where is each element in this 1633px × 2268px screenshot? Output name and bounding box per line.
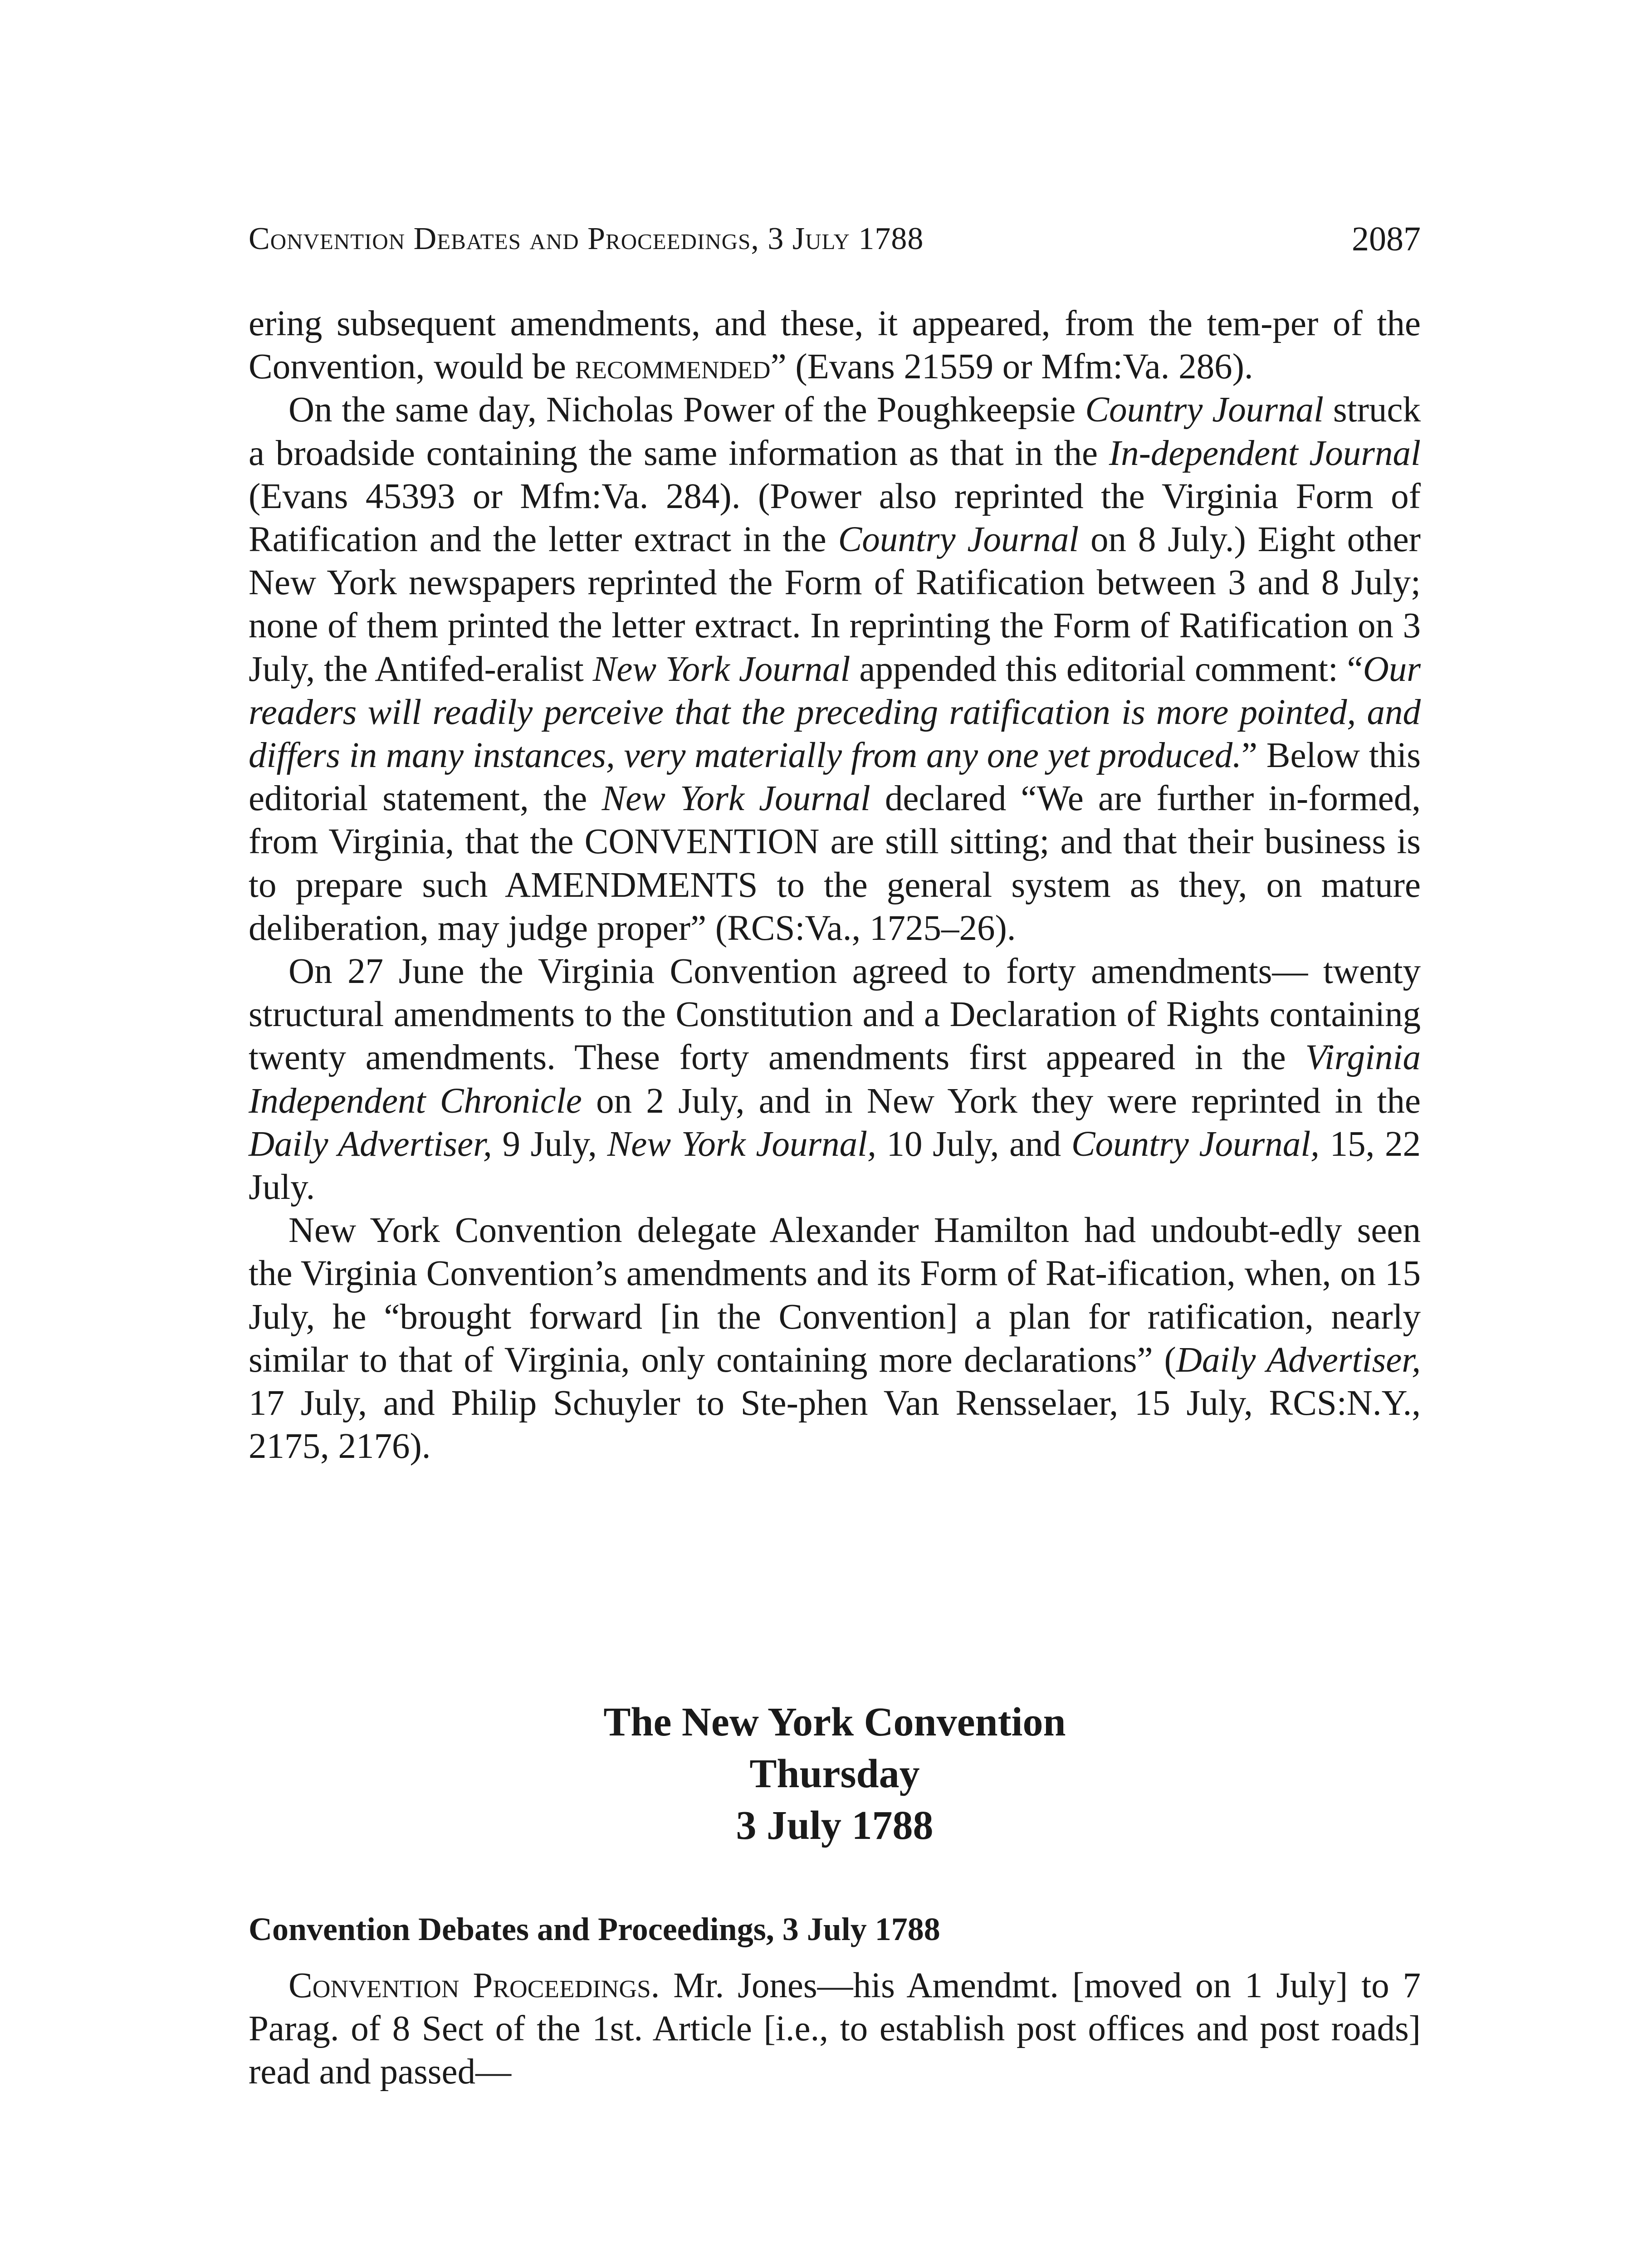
running-head-title: Convention Debates and Proceedings, 3 July 1788 [249,221,924,256]
text-run: declared “We are further in-formed, from Virginia, that the CONVENTION are still sitting; and that their business is to prepare such AMENDMENTS to the general system as they, on mature deliberation, may judge proper” (RCS:Va., 1725–26). [249,779,1421,948]
text-run: on 2 July, and in New York they were reprinted in the [582,1081,1421,1121]
italic-run: New York Journal [601,779,870,819]
italic-run: Country Journal [838,520,1079,560]
italic-run: New York Journal [592,649,851,689]
italic-run: Country Journal [1085,390,1324,430]
subsection-title: Convention Debates and Proceedings, 3 July 1788 [249,1911,940,1947]
text-run: On 27 June the Virginia Convention agreed to forty amendments— twenty structural amendments to the Constitution and a Declaration of Rights containing twenty amendments. These forty amendments first appeared in the [249,952,1421,1078]
text-run: ering subsequent amendments, and these, it appeared, from the tem-per of the Convention, would be [249,304,1421,387]
heading-line-2: Thursday [749,1751,920,1796]
italic-run: Country Journal, [1071,1124,1320,1164]
italic-run: Virginia Independent Chronicle [249,1038,1421,1121]
italic-run: Our readers will readily perceive that the preceding ratification is more pointed, and differs in many instances, very materially from any one yet produced. [249,649,1421,776]
italic-run: In-dependent Journal [1109,433,1421,473]
italic-run: Daily Advertiser, [249,1124,492,1164]
body-text [249,302,1421,1468]
text-run: struck a broadside containing the same information as that in the [249,390,1421,473]
text-run: Mr. Jones—his Amendmt. [moved on 1 July] to 7 Parag. of 8 Sect of the 1st. Article [i.e., to establish post offices and post roads] read and passed— [249,1966,1421,2092]
small-caps-run: recommended [575,347,771,387]
paragraph-2 [249,388,1421,950]
paragraph-3 [249,950,1421,1209]
italic-run: New York Journal, [607,1124,876,1164]
text-run: 15, 22 July. [249,1124,1421,1207]
paragraph-1 [249,302,1421,388]
page-number: 2087 [1352,220,1421,258]
text-run: ” (Evans 21559 or Mfm:Va. 286). [770,347,1253,387]
paragraph-4 [249,1209,1421,1468]
text-run: 17 July, and Philip Schuyler to Ste-phen Van Rensselaer, 15 July, RCS:N.Y., 2175, 2176). [249,1383,1421,1466]
section-heading [249,1696,1421,1852]
text-run: ” Below this editorial statement, the [249,736,1421,819]
text-run: on 8 July.) Eight other New York newspapers reprinted the Form of Ratification between 3 and 8 July; none of them printed the letter extract. In reprinting the Form of Ratification on 3 July, the Antifed-eralist [249,520,1421,689]
text-run: 9 July, [492,1124,607,1164]
text-run: appended this editorial comment: “ [850,649,1363,689]
running-head [249,219,1421,259]
heading-line-3: 3 July 1788 [736,1803,934,1848]
text-run: 10 July, and [876,1124,1071,1164]
text-run: New York Convention delegate Alexander Hamilton had undoubt-edly seen the Virginia Convention’s amendments and its Form of Rat-ification, when, on 15 July, he “brought forward [in the Convention] a plan for ratification, nearly similar to that of Virginia, only containing more declarations” ( [249,1211,1421,1380]
proceedings-paragraph [249,1964,1421,2094]
text-run: On the same day, Nicholas Power of the Poughkeepsie [288,390,1085,430]
small-caps-run: Convention Proceedings. [288,1966,660,2005]
italic-run: Daily Advertiser, [1176,1340,1421,1380]
proceedings-text [249,1964,1421,2094]
heading-line-1: The New York Convention [603,1700,1066,1745]
text-run: (Evans 45393 or Mfm:Va. 284). (Power also reprinted the Virginia Form of Ratification and the letter extract in the [249,476,1421,560]
